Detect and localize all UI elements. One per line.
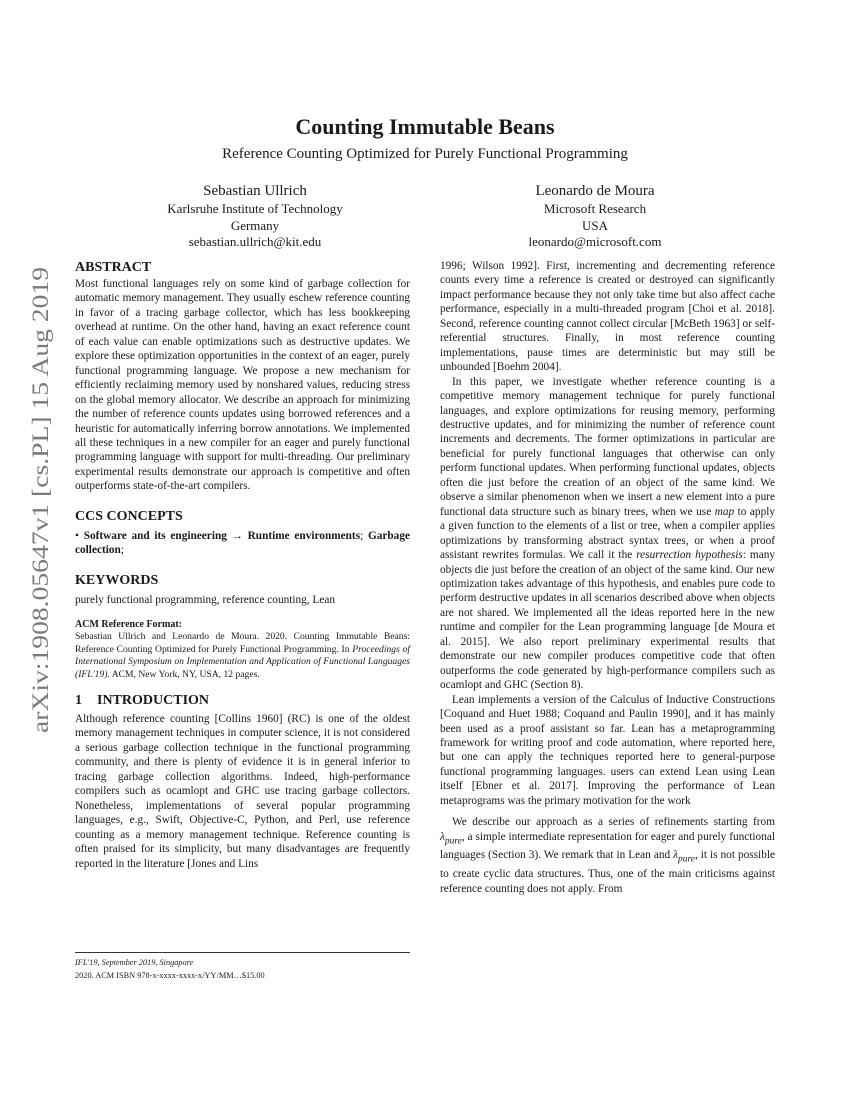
ccs-separator: ; — [360, 529, 364, 542]
ccs-concepts — [75, 529, 410, 558]
p2-hypothesis: resurrection hypothesis — [636, 549, 743, 562]
p2-part-a: In this paper, we investigate whether reference counting is a competitive memory management technique for purely functional languages, and explore optimizations for reusing memory, performing destructive updates, and for minimizing the number of reference count increments and decrements. The former optimizations in particular are beneficial for purely functional languages that otherwise can only perform functional updates. When performing functional updates, objects often die just before the creation of an object of the same kind. We observe a similar phenomenon when we insert a new element into a pure functional data structure such as binary trees, when we use — [440, 375, 775, 518]
p2-part-b: to apply a given function to the elements of a list or tree, when a compiler applies optimizations by transforming abstract syntax trees, or when a proof assistant rewrites formulas. We call it the — [440, 505, 776, 562]
lambda-symbol: λ — [673, 849, 679, 862]
acm-ref-plain: Sebastian Ullrich and Leonardo de Moura. 2020. Counting Immutable Beans: Reference Counting Optimized for Purely Functional Programming. In — [75, 631, 410, 655]
section-number: 1 — [75, 692, 82, 708]
ccs-heading: CCS CONCEPTS — [75, 508, 183, 524]
author-email: sebastian.ullrich@kit.edu — [188, 234, 322, 249]
author-block-1 — [115, 182, 395, 251]
ccs-item-2: Runtime environments — [247, 529, 361, 542]
left-column — [75, 259, 410, 871]
author-country: USA — [581, 217, 608, 233]
ccs-bullet: • — [75, 529, 79, 542]
introduction-text: Although reference counting [Collins 1960] (RC) is one of the oldest memory management techniques in computer science, it is not considered a serious garbage collection technique in the functional programming community, and there is plenty of evidence it is in general inferior to tracing garbage collection algorithms. Indeed, high-performance compilers such as ocamlopt and GHC use tracing garbage collectors. Nonetheless, implementations of several popular programming languages, e.g., Swift, Objective-C, Python, and Perl, use reference counting as a memory management technique. Reference counting is often praised for its simplicity, but many disadvantages are frequently reported in the literature [Jones and Lins — [75, 712, 410, 870]
acm-ref-end: ACM, New York, NY, USA, 12 pages. — [111, 668, 260, 680]
p2-map: map — [714, 505, 735, 518]
right-column — [440, 259, 775, 896]
keywords-text: purely functional programming, reference counting, Lean — [75, 593, 336, 606]
p4-part-a: We describe our approach as a series of refinements starting from — [452, 816, 775, 829]
lambda-subscript: pure — [678, 854, 695, 865]
acm-reference-text — [75, 631, 410, 681]
acm-ref-italic: Proceedings of International Symposium on Implementation and Application of Functional Languages (IFL'19). — [75, 643, 410, 680]
intro-paragraph-4 — [440, 815, 775, 896]
arxiv-identifier: arXiv:1908.05647v1 [cs.PL] 15 Aug 2019 — [28, 344, 53, 733]
footnote — [75, 952, 410, 982]
lambda-symbol: λ — [440, 830, 445, 843]
author-email: leonardo@microsoft.com — [528, 234, 662, 249]
author-name: Sebastian Ullrich — [203, 183, 307, 199]
author-block-2 — [455, 182, 735, 251]
author-affiliation: Karlsruhe Institute of Technology — [167, 201, 343, 216]
introduction-heading — [75, 694, 410, 708]
footnote-venue: IFL'19, September 2019, Singapore — [75, 958, 194, 967]
intro-paragraph-2 — [440, 375, 775, 693]
p4-part-b: , a simple intermediate representation for eager and purely functional languages (Section 3). We remark that in Lean and — [440, 830, 775, 862]
author-affiliation: Microsoft Research — [543, 201, 647, 216]
author-name: Leonardo de Moura — [535, 183, 655, 199]
intro-paragraph-3: Lean implements a version of the Calculus of Inductive Constructions [Coquand and Huet 1988; Coquand and Paulin 1990], and it has mainly been used as a proof assistant so far. Lean has a metaprogramming framework for writing proof and code automation, where reported here, but one can apply the techniques reported here to general-purpose functional programming languages. users can extend Lean using Lean itself [Ebner et al. 2017]. Improving the performance of Lean metaprograms was the primary motivation for the work — [440, 693, 775, 807]
section-title: INTRODUCTION — [97, 692, 210, 708]
p4-part-c: , it is not possible to create cyclic data structures. Thus, one of the main criticisms against reference counting does not apply. From — [440, 849, 775, 895]
author-country: Germany — [230, 217, 280, 233]
footnote-isbn: 2020. ACM ISBN 978-x-xxxx-xxxx-x/YY/MM…$15.00 — [75, 971, 265, 980]
ccs-arrow: → — [231, 529, 243, 542]
paper-title: Counting Immutable Beans — [295, 114, 555, 139]
intro-paragraph-1: 1996; Wilson 1992]. First, incrementing and decrementing reference counts every time a reference is created or destroyed can significantly impact performance because they not only take time but also affect cache performance, especially in a multi-threaded program [Choi et al. 2018]. Second, reference counting cannot collect circular [McBeth 1963] or self-referential structures. Finally, in most reference counting implementations, pause times are deterministic but may still be unbounded [Boehm 2004]. — [440, 260, 775, 374]
abstract-heading: ABSTRACT — [75, 260, 152, 275]
ccs-end: ; — [120, 544, 124, 557]
arxiv-side-stamp — [24, 265, 54, 735]
ccs-item-3: Garbage collection — [75, 529, 410, 557]
ccs-item-1: Software and its engineering — [83, 529, 227, 542]
lambda-subscript: pure — [444, 835, 462, 846]
acm-reference-label: ACM Reference Format: — [75, 619, 182, 631]
p2-part-c: : many objects die just before the creation of an object of the same kind. Our new optimization takes advantage of this hypothesis, and enables pure code to perform destructive updates in all scenarios described above when objects are not shared. We implemented all the ideas reported here in the new runtime and compiler for the Lean programming language [de Moura et al. 2015]. We also report preliminary experimental results that demonstrate our new compiler produces competitive code that often outperforms the code generated by high-performance compilers such as ocamlopt and GHC (Section 8). — [440, 549, 776, 692]
paper-subtitle: Reference Counting Optimized for Purely Functional Programming — [222, 146, 628, 162]
abstract-text: Most functional languages rely on some kind of garbage collection for automatic memory management. They usually eschew reference counting in favor of a tracing garbage collector, which has less bookkeeping overhead at runtime. On the other hand, having an exact reference count of each value can enable optimizations such as destructive updates. We explore these optimization opportunities in the context of an eager, purely functional programming language. We propose a new mechanism for efficiently reclaiming memory used by nonshared values, reducing stress on the global memory allocator. We describe an approach for minimizing the number of reference counts updates using borrowed references and a heuristic for automatically inferring borrow annotations. We implemented all these techniques in a new compiler for an eager and purely functional programming language with support for multi-threading. Our preliminary experimental results demonstrate our approach is competitive and often outperforms state-of-the-art compilers. — [75, 278, 410, 493]
keywords-heading: KEYWORDS — [75, 572, 159, 588]
